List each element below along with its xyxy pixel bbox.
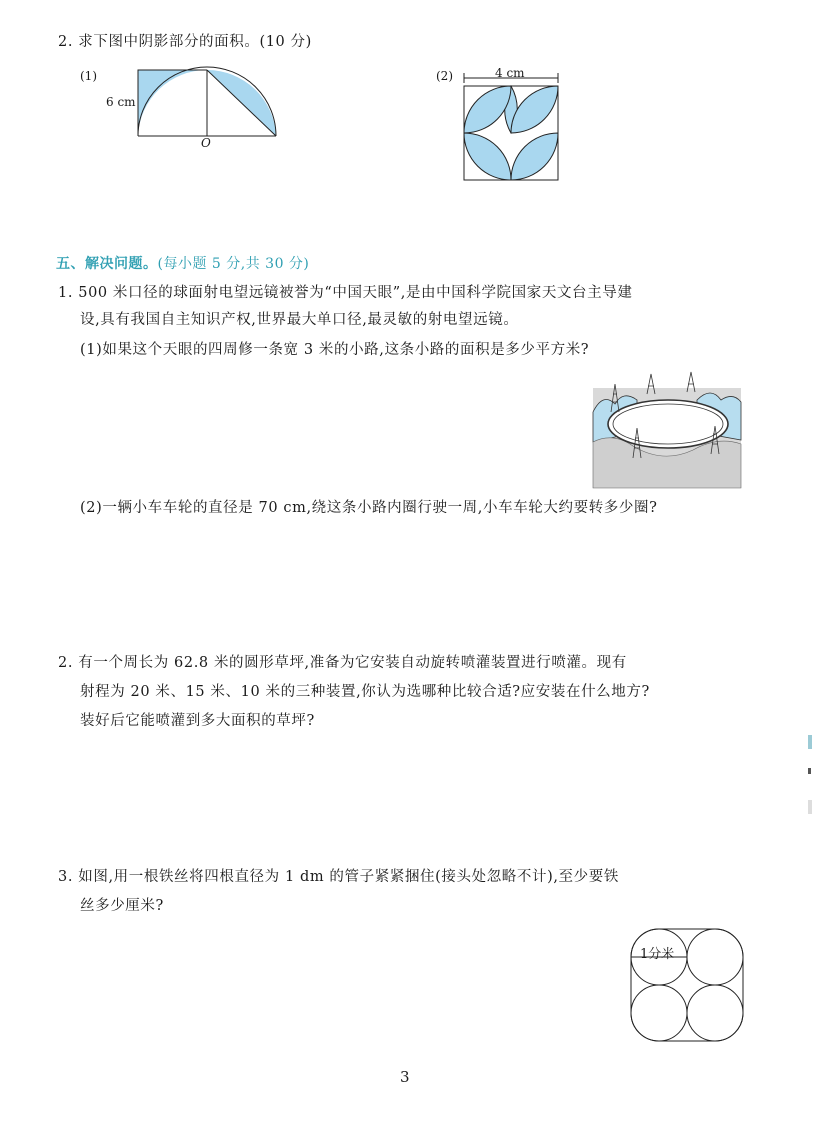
p2-line1: 2. 有一个周长为 62.8 米的圆形草坪,准备为它安装自动旋转喷灌装置进行喷灌。现有 (58, 655, 627, 671)
p1-sub1: (1)如果这个天眼的四周修一条宽 3 米的小路,这条小路的面积是多少平方米? (80, 342, 590, 358)
telescope-illustration (593, 372, 741, 488)
fig2-label: (2) (436, 69, 453, 83)
p1-line1: 1. 500 米口径的球面射电望远镜被誉为“中国天眼”,是由中国科学院国家天文台主导建 (58, 285, 633, 301)
p3-line1: 3. 如图,用一根铁丝将四根直径为 1 dm 的管子紧紧捆住(接头处忽略不计),至少要铁 (58, 869, 619, 885)
edge-mark (808, 768, 811, 774)
edge-mark (808, 735, 812, 749)
p2-line2: 射程为 20 米、15 米、10 米的三种装置,你认为选哪种比较合适?应安装在什么地方? (80, 684, 650, 700)
edge-mark (808, 800, 812, 814)
fig2-petal-figure (462, 70, 562, 182)
section-note: (每小题 5 分,共 30 分) (157, 256, 310, 272)
p3-line2: 丝多少厘米? (80, 898, 164, 914)
fig1-dim-label: 6 cm (106, 95, 136, 109)
section-heading (56, 253, 309, 273)
fig1-semicircle-figure (130, 60, 280, 140)
p2-line3: 装好后它能喷灌到多大面积的草坪? (80, 713, 315, 729)
p1-sub2: (2)一辆小车车轮的直径是 70 cm,绕这条小路内圈行驶一周,小车车轮大约要转多少圈? (80, 500, 658, 516)
q2-title: 2. 求下图中阴影部分的面积。(10 分) (58, 34, 312, 50)
fig1-label: (1) (80, 69, 97, 83)
pipes-diameter-label: 1分米 (640, 947, 675, 962)
fig2-dim-label: 4 cm (495, 66, 525, 80)
p1-line2: 设,具有我国自主知识产权,世界最大单口径,最灵敏的射电望远镜。 (80, 312, 519, 328)
page-number: 3 (400, 1068, 410, 1086)
fig1-center-label: O (201, 136, 211, 150)
section-title: 五、解决问题。 (56, 256, 158, 272)
